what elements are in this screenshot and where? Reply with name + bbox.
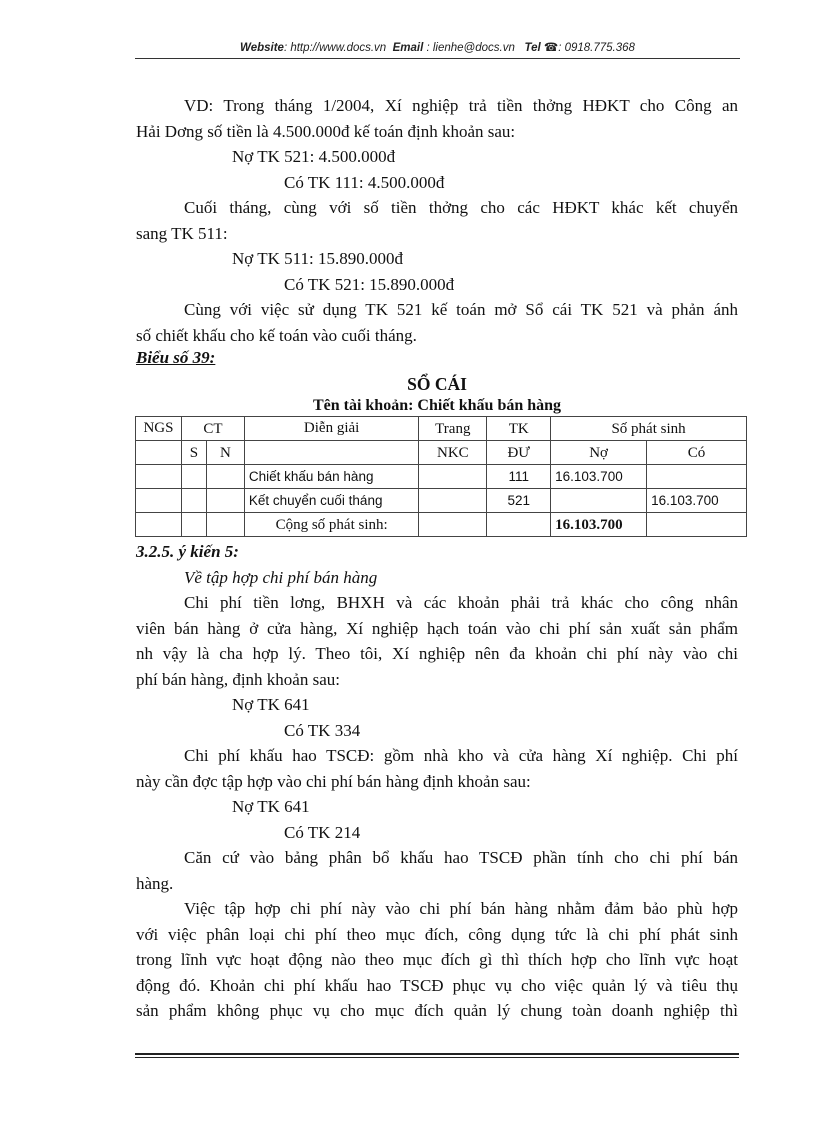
table-header-row <box>136 417 747 441</box>
total-no: 16.103.700 <box>551 513 647 537</box>
paragraph-month-end-line2: sang TK 511: <box>136 223 228 243</box>
footer-rule-thick <box>135 1053 739 1055</box>
header-rule <box>135 58 740 59</box>
header-du: ĐƯ <box>487 441 551 465</box>
tel-label: Tel ☎ <box>524 42 559 54</box>
footer-rule-thin <box>135 1057 739 1058</box>
document-body <box>136 93 738 1024</box>
table-subheader-row <box>136 441 747 465</box>
paragraph-purpose-line2: với việc phân loại chi phí theo mục đích, công dụng tức là chi phí phát sinh <box>136 924 738 944</box>
cell-empty <box>136 441 182 465</box>
paragraph-wages-line2: viên bán hàng ở cửa hàng, Xí nghiệp hạch toán vào chi phí sản xuất sản phẩm <box>136 618 738 638</box>
entry2-debit: Nợ TK 511: 15.890.000đ <box>232 249 403 268</box>
header-n: N <box>206 441 244 465</box>
paragraph-ledger-line1: Cùng với việc sử dụng TK 521 kế toán mở Sổ cái TK 521 và phản ánh <box>184 300 738 319</box>
paragraph-purpose-line3: trong lĩnh vực hoạt động nào theo mục đích gì thì thích hợp cho lĩnh vực hoạt <box>136 950 738 969</box>
entry2-credit: Có TK 521: 15.890.000đ <box>284 274 455 294</box>
entry4-credit: Có TK 214 <box>284 822 361 842</box>
entry1-debit: Nợ TK 521: 4.500.000đ <box>232 147 396 166</box>
cell-empty <box>206 513 244 537</box>
cell-trang <box>419 489 487 513</box>
paragraph-example-line2: Hải Dơng số tiền là 4.500.000đ kế toán định khoản sau: <box>136 121 516 141</box>
table-total-row <box>136 513 747 537</box>
header-trang: Trang <box>419 417 487 441</box>
cell-no: 16.103.700 <box>551 465 647 489</box>
cell-empty <box>181 513 206 537</box>
entry4-debit: Nợ TK 641 <box>232 797 310 816</box>
paragraph-month-end-line1: Cuối tháng, cùng với số tiền thởng cho các HĐKT khác kết chuyển <box>184 198 738 217</box>
paragraph-wages-line4: phí bán hàng, định khoản sau: <box>136 669 340 689</box>
section-heading: 3.2.5. ý kiến 5: <box>136 542 239 561</box>
email-value: : lienhe@docs.vn <box>423 42 515 54</box>
paragraph-basis-line1: Căn cứ vào bảng phân bổ khấu hao TSCĐ phần tính cho chi phí bán <box>184 848 738 867</box>
header-dien-giai: Diễn giải <box>244 417 419 441</box>
cell-s <box>181 489 206 513</box>
cell-trang <box>419 465 487 489</box>
form-number: Biểu số 39: <box>136 348 216 367</box>
paragraph-ledger-line2: số chiết khấu cho kế toán vào cuối tháng. <box>136 325 417 345</box>
entry3-debit: Nợ TK 641 <box>232 695 310 714</box>
ledger-subtitle: Tên tài khoản: Chiết khấu bán hàng <box>312 397 562 414</box>
cell-empty <box>419 513 487 537</box>
paragraph-basis-line2: hàng. <box>136 873 174 893</box>
entry3-credit: Có TK 334 <box>284 720 361 740</box>
paragraph-purpose-line1: Việc tập hợp chi phí này vào chi phí bán hàng nhằm đảm bảo phù hợp <box>184 899 738 918</box>
cell-no <box>551 489 647 513</box>
tel-value: : 0918.775.368 <box>558 42 635 54</box>
section-subheading: Về tập hợp chi phí bán hàng <box>184 567 378 587</box>
page-header <box>135 40 740 54</box>
cell-co: 16.103.700 <box>647 489 747 513</box>
paragraph-depreciation-line2: này cần đợc tập hợp vào chi phí bán hàng định khoản sau: <box>136 771 531 791</box>
cell-empty <box>136 513 182 537</box>
header-so-phat-sinh: Số phát sinh <box>551 417 747 441</box>
cell-empty <box>244 441 419 465</box>
cell-tk: 111 <box>487 465 551 489</box>
paragraph-purpose-line5: sản phẩm không phục vụ cho mục đích quản lý chung toàn doanh nghiệp thì <box>136 1001 738 1020</box>
cell-s <box>181 465 206 489</box>
website-value: : http://www.docs.vn <box>283 42 387 54</box>
paragraph-depreciation-line1: Chi phí khấu hao TSCĐ: gồm nhà kho và cửa hàng Xí nghiệp. Chi phí <box>184 746 738 765</box>
table-row <box>136 465 747 489</box>
cell-dien-giai: Kết chuyển cuối tháng <box>244 489 419 513</box>
header-s: S <box>181 441 206 465</box>
total-label: Cộng số phát sinh: <box>244 513 419 537</box>
entry1-credit: Có TK 111: 4.500.000đ <box>284 172 445 192</box>
paragraph-wages-line3: nh vậy là cha hợp lý. Theo tôi, Xí nghiệp nên đa khoản chi phí này vào chi <box>136 644 738 663</box>
paragraph-purpose-line4: động đó. Khoản chi phí khấu hao TSCĐ phục vụ cho việc quản lý và tiêu thụ <box>136 975 738 995</box>
email-label: Email <box>392 42 424 54</box>
ledger-title: SỔ CÁI <box>407 374 467 394</box>
cell-tk: 521 <box>487 489 551 513</box>
header-ngs: NGS <box>136 417 182 441</box>
table-row <box>136 489 747 513</box>
total-co <box>647 513 747 537</box>
header-tk: TK <box>487 417 551 441</box>
header-co: Có <box>647 441 747 465</box>
cell-n <box>206 489 244 513</box>
cell-n <box>206 465 244 489</box>
cell-ngs <box>136 489 182 513</box>
paragraph-example-line1: VD: Trong tháng 1/2004, Xí nghiệp trả tiền thởng HĐKT cho Công an <box>184 96 738 115</box>
paragraph-wages-line1: Chi phí tiền lơng, BHXH và các khoản phải trả khác cho công nhân <box>184 593 738 612</box>
cell-empty <box>487 513 551 537</box>
header-no: Nợ <box>551 441 647 465</box>
header-nkc: NKC <box>419 441 487 465</box>
header-ct: CT <box>181 417 244 441</box>
website-label: Website <box>240 42 284 54</box>
cell-dien-giai: Chiết khấu bán hàng <box>244 465 419 489</box>
cell-co <box>647 465 747 489</box>
cell-ngs <box>136 465 182 489</box>
ledger-table <box>135 416 747 537</box>
